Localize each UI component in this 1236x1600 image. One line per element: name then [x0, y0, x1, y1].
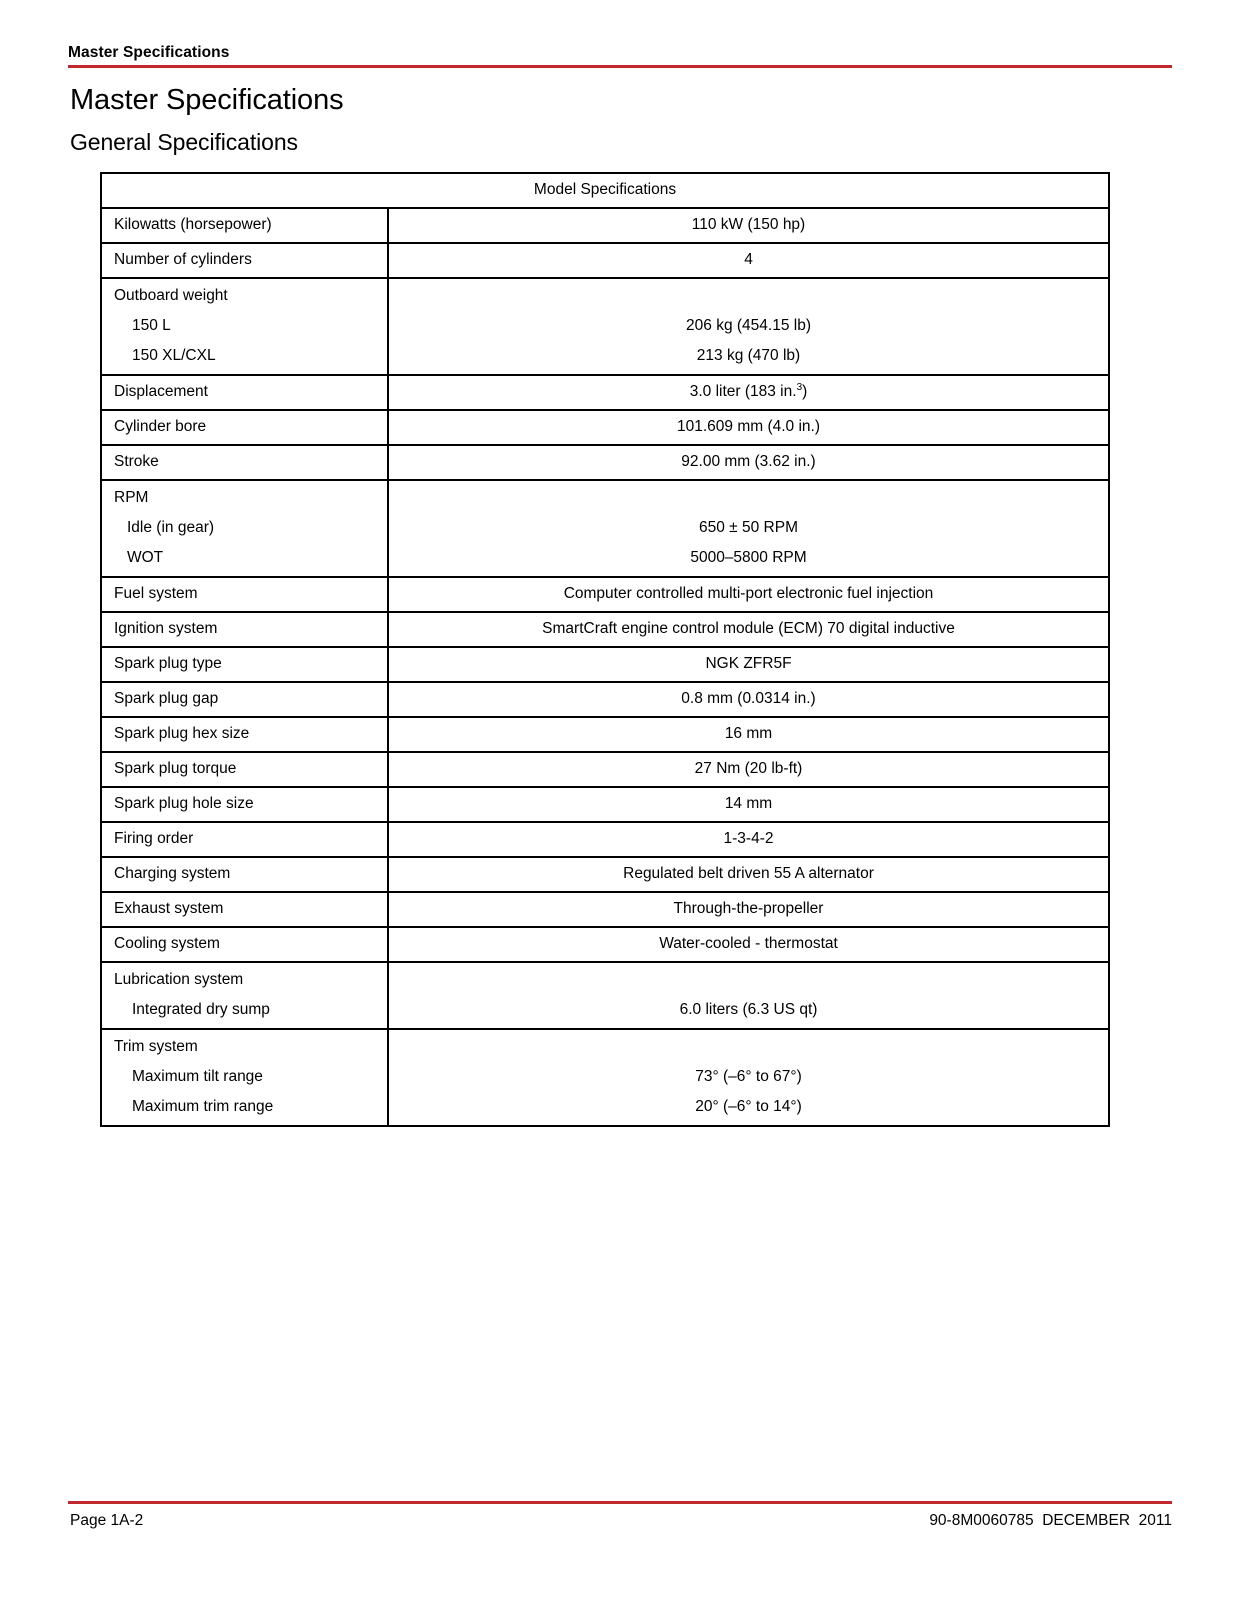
- running-header-title: Master Specifications: [68, 44, 230, 61]
- spec-value-cell: 4: [388, 243, 1109, 278]
- table-row: [101, 445, 1109, 480]
- table-row: [101, 717, 1109, 752]
- spec-label-cell: Cylinder bore: [101, 410, 388, 445]
- table-row: [101, 892, 1109, 927]
- spec-value-cell: NGK ZFR5F: [388, 647, 1109, 682]
- spec-label-cell: Spark plug hole size: [101, 787, 388, 822]
- spec-sub-value: 20° (–6° to 14°): [695, 1098, 802, 1115]
- spec-sub-label: 150 L: [132, 317, 171, 334]
- value-spacer: [389, 1037, 1108, 1057]
- spec-sub-value: 5000–5800 RPM: [690, 549, 807, 566]
- value-spacer: [389, 286, 1108, 306]
- spec-label-cell: Cooling system: [101, 927, 388, 962]
- spec-label-cell: [101, 480, 388, 577]
- spec-label-cell: Spark plug gap: [101, 682, 388, 717]
- spec-sub-value: 650 ± 50 RPM: [699, 519, 798, 536]
- spec-value-cell: 3.0 liter (183 in.$^3$): [388, 375, 1109, 410]
- spec-value-cell: [388, 480, 1109, 577]
- specifications-table: [100, 172, 1110, 1127]
- spec-label-cell: Kilowatts (horsepower): [101, 208, 388, 243]
- spec-label-cell: Stroke: [101, 445, 388, 480]
- spec-label-cell: Spark plug type: [101, 647, 388, 682]
- spec-label-cell: Exhaust system: [101, 892, 388, 927]
- spec-label-cell: Spark plug torque: [101, 752, 388, 787]
- table-row: [101, 927, 1109, 962]
- header-divider-rule: [68, 65, 1172, 68]
- spec-sub-label: 150 XL/CXL: [132, 347, 216, 364]
- table-row: [101, 480, 1109, 577]
- table-row: [101, 857, 1109, 892]
- table-row: [101, 278, 1109, 375]
- spec-sub-label: Maximum tilt range: [132, 1068, 263, 1085]
- table-header-cell: Model Specifications: [101, 173, 1109, 208]
- spec-value-cell: 14 mm: [388, 787, 1109, 822]
- spec-sub-value: 206 kg (454.15 lb): [686, 317, 811, 334]
- table-row: [101, 577, 1109, 612]
- spec-sub-label: Maximum trim range: [132, 1098, 274, 1115]
- superscript-three: 3: [796, 381, 803, 393]
- spec-value-cell: Regulated belt driven 55 A alternator: [388, 857, 1109, 892]
- table-row: [101, 822, 1109, 857]
- spec-sub-value: 6.0 liters (6.3 US qt): [679, 1001, 818, 1018]
- table-row: [101, 682, 1109, 717]
- value-spacer: [389, 488, 1108, 508]
- spec-sub-value: 73° (–6° to 67°): [695, 1068, 802, 1085]
- spec-value-cell: 1-3-4-2: [388, 822, 1109, 857]
- spec-sub-label: WOT: [127, 549, 164, 566]
- spec-label-cell: Firing order: [101, 822, 388, 857]
- specifications-table-container: [100, 172, 1108, 1127]
- spec-sub-label: Idle (in gear): [127, 519, 215, 536]
- table-row: [101, 208, 1109, 243]
- table-row: [101, 647, 1109, 682]
- spec-label-cell: Spark plug hex size: [101, 717, 388, 752]
- spec-label-cell: [101, 278, 388, 375]
- table-row: [101, 787, 1109, 822]
- table-row: [101, 752, 1109, 787]
- spec-value-cell: 16 mm: [388, 717, 1109, 752]
- spec-value-cell: 0.8 mm (0.0314 in.): [388, 682, 1109, 717]
- spec-label-cell: Charging system: [101, 857, 388, 892]
- spec-value-cell: Computer controlled multi-port electronic fuel injection: [388, 577, 1109, 612]
- spec-label-cell: [101, 1029, 388, 1126]
- footer-divider-rule: [68, 1501, 1172, 1504]
- value-spacer: [389, 970, 1108, 990]
- table-row: [101, 1029, 1109, 1126]
- section-heading: General Specifications: [70, 129, 298, 155]
- spec-value-cell: [388, 278, 1109, 375]
- spec-label-cell: Displacement: [101, 375, 388, 410]
- spec-label-group-title: Trim system: [114, 1038, 198, 1055]
- spec-value-cell: 92.00 mm (3.62 in.): [388, 445, 1109, 480]
- spec-value-cell: Through-the-propeller: [388, 892, 1109, 927]
- spec-sub-value: 213 kg (470 lb): [696, 347, 801, 364]
- spec-value-cell: [388, 962, 1109, 1029]
- spec-value-cell: 27 Nm (20 lb-ft): [388, 752, 1109, 787]
- table-body: [101, 208, 1109, 1126]
- spec-label-cell: Number of cylinders: [101, 243, 388, 278]
- table-row: [101, 375, 1109, 410]
- table-head: [101, 173, 1109, 208]
- table-row: [101, 243, 1109, 278]
- spec-value-cell: [388, 1029, 1109, 1126]
- spec-label-cell: [101, 962, 388, 1029]
- spec-label-cell: Fuel system: [101, 577, 388, 612]
- running-header: [68, 43, 1172, 68]
- page-title: Master Specifications: [70, 84, 344, 116]
- spec-value-cell: 101.609 mm (4.0 in.): [388, 410, 1109, 445]
- table-header-row: [101, 173, 1109, 208]
- spec-sub-label: Integrated dry sump: [132, 1001, 270, 1018]
- spec-value-cell: 110 kW (150 hp): [388, 208, 1109, 243]
- spec-value-cell: Water-cooled - thermostat: [388, 927, 1109, 962]
- spec-label-group-title: Outboard weight: [114, 287, 228, 304]
- spec-label-cell: Ignition system: [101, 612, 388, 647]
- table-row: [101, 410, 1109, 445]
- table-row: [101, 612, 1109, 647]
- spec-label-group-title: RPM: [114, 489, 149, 506]
- footer-document-number: 90-8M0060785 DECEMBER 2011: [929, 1512, 1172, 1529]
- table-row: [101, 962, 1109, 1029]
- footer-page-number: Page 1A-2: [70, 1512, 144, 1529]
- spec-label-group-title: Lubrication system: [114, 971, 244, 988]
- spec-value-cell: SmartCraft engine control module (ECM) 70 digital inductive: [388, 612, 1109, 647]
